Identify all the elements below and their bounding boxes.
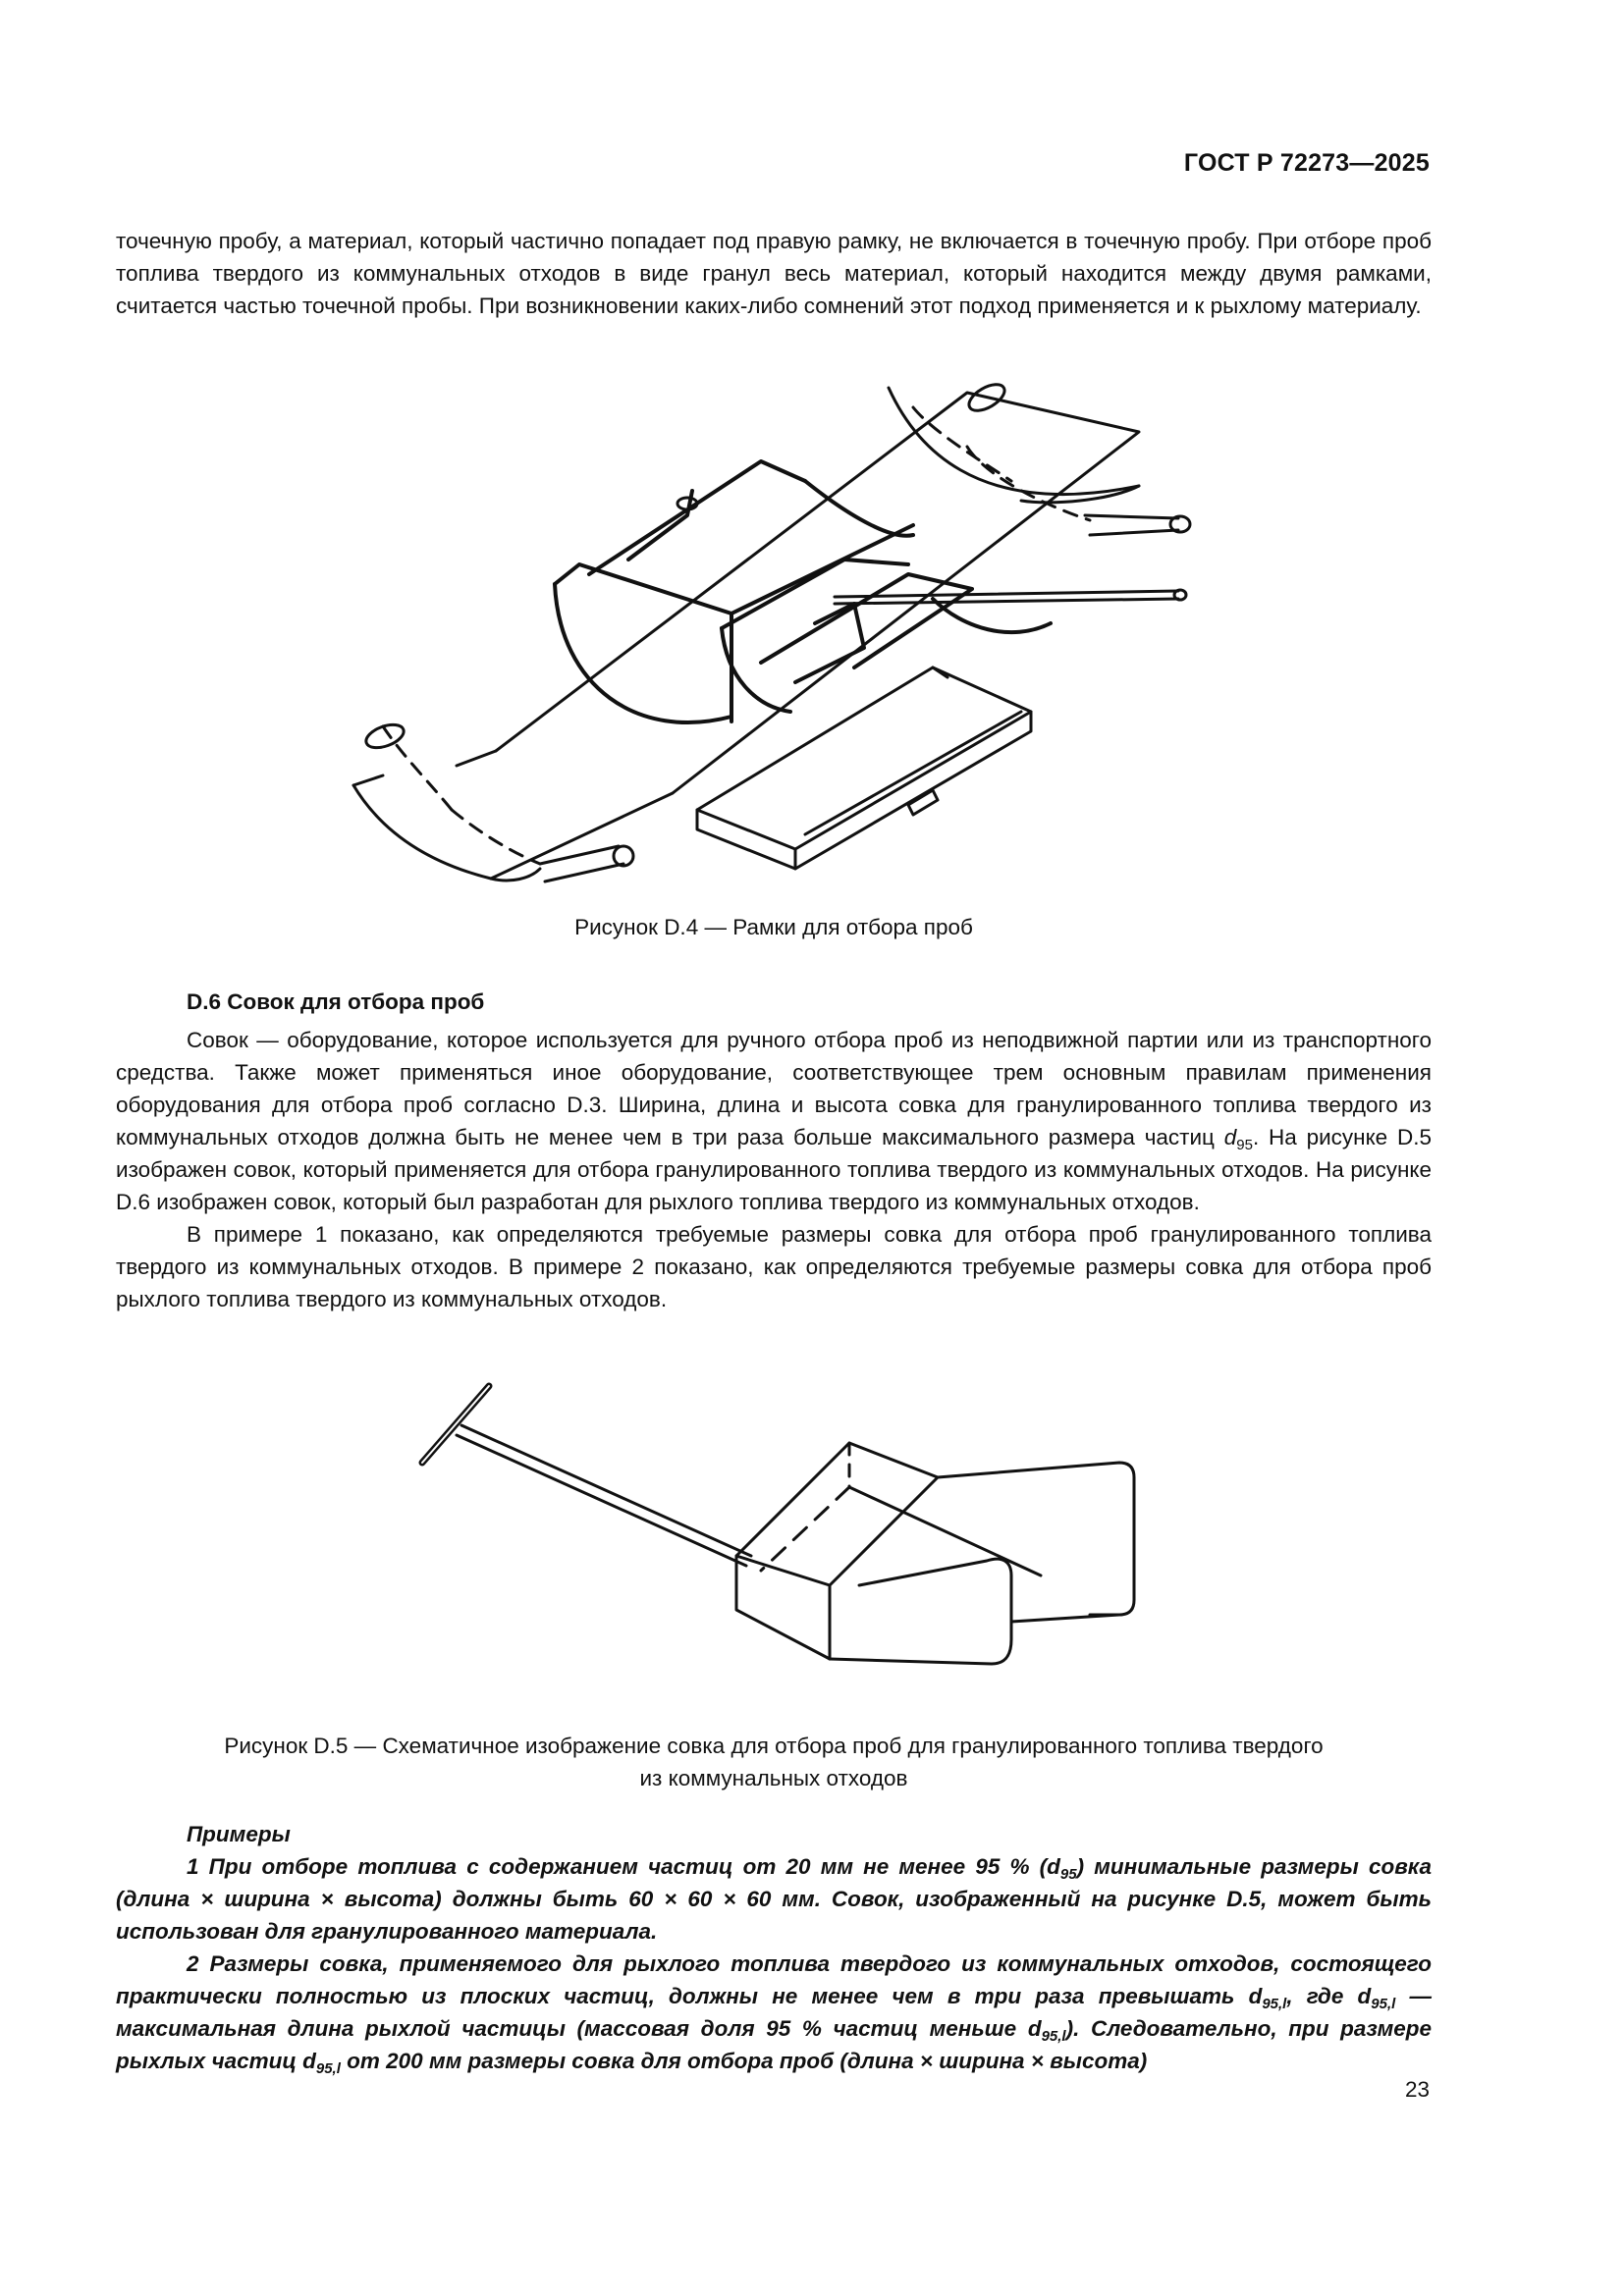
figure-d4-sampling-frames — [344, 373, 1208, 903]
ex1-subscript: 95 — [1059, 1866, 1077, 1883]
intro-text: точечную пробу, а материал, который частично попадает под правую рамку, не включается в точечную пробу. При отборе проб топлива твердого из коммунальных отходов в виде гранул весь материал, который находится между двумя рамками, считается частью точечной пробы. При возникновении каких-либо сомнений этот подход применяется и к рыхлому материалу. — [116, 229, 1432, 318]
ex1-text-b: ) минимальные размеры совка (длина × ширина × высота) должны быть 60 × 60 × 60 мм. Совок, изображенный на рисунке D.5, может быть использован для гранулированного материала. — [116, 1854, 1432, 1944]
p1-text-end: . На рисунке D.5 изображен совок, который применяется для отбора гранулированного топлива твердого из коммунальных отходов. На рисунке D.6 изображен совок, который был разработан для рыхлого топлива твердого из коммунальных отходов. — [116, 1125, 1432, 1214]
intro-paragraph — [116, 225, 1432, 322]
ex2-subscript-4: 95,l — [315, 2060, 341, 2077]
p1-variable: d — [1223, 1125, 1237, 1149]
page-number: 23 — [1404, 2077, 1430, 2102]
ex2-subscript-3: 95,l — [1041, 2028, 1066, 2045]
section-d6-body — [116, 1024, 1432, 1315]
examples-heading: Примеры — [187, 1822, 291, 1846]
ex1-text-a: 1 При отборе топлива с содержанием частиц от 20 мм не менее 95 % (d — [187, 1854, 1060, 1879]
figure-d5-caption — [116, 1730, 1432, 1794]
p1-text-start: Совок — оборудование, которое используется для ручного отбора проб из неподвижной партии или из транспортного средства. Также может применяться иное оборудование, соответствующее трем основным правилам применения оборудования для отбора проб согласно D.3. Ширина, длина и высота совка для гранулированного топлива твердого из коммунальных отходов должна быть не менее чем в три раза больше максимального размера частиц — [116, 1028, 1432, 1149]
ex2-subscript-2: 95,l — [1371, 1996, 1396, 2012]
section-d6-title: D.6 Совок для отбора проб — [187, 989, 485, 1014]
figure-d4-caption: Рисунок D.4 — Рамки для отбора проб — [574, 915, 973, 939]
figure-d5-caption-line-2: из коммунальных отходов — [639, 1766, 908, 1790]
document-header: ГОСТ Р 72273—2025 — [1183, 149, 1430, 177]
ex2-text-d: ). Следовательно, при размере рыхлых частиц d — [116, 2016, 1432, 2073]
examples-block — [116, 1818, 1432, 2077]
section-d6-paragraph-2: В примере 1 показано, как определяются требуемые размеры совка для отбора проб гранулированного топлива твердого из коммунальных отходов. В примере 2 показано, как определяются требуемые размеры совка для отбора проб рыхлого топлива твердого из коммунальных отходов. — [116, 1222, 1432, 1311]
figure-d5-caption-line-1: Рисунок D.5 — Схематичное изображение совка для отбора проб для гранулированного топлива твердого — [224, 1734, 1324, 1758]
p1-subscript: 95 — [1236, 1137, 1253, 1153]
ex2-text-c: — максимальная длина рыхлой частицы (массовая доля 95 % частиц меньше d — [116, 1984, 1432, 2041]
ex2-subscript-1: 95,l — [1262, 1996, 1287, 2012]
ex2-text-e: от 200 мм размеры совка для отбора проб (длина × ширина × высота) — [340, 2049, 1148, 2073]
example-1 — [116, 1850, 1432, 1948]
section-d6-paragraph-1 — [116, 1024, 1432, 1218]
ex2-text-a: 2 Размеры совка, применяемого для рыхлого топлива твердого из коммунальных отходов, состоящего практически полностью из плоских частиц, должны не менее чем в три раза превышать d — [116, 1951, 1432, 2008]
example-2 — [116, 1948, 1432, 2077]
ex2-text-b: , где d — [1286, 1984, 1372, 2008]
figure-d5-scoop — [412, 1374, 1159, 1708]
